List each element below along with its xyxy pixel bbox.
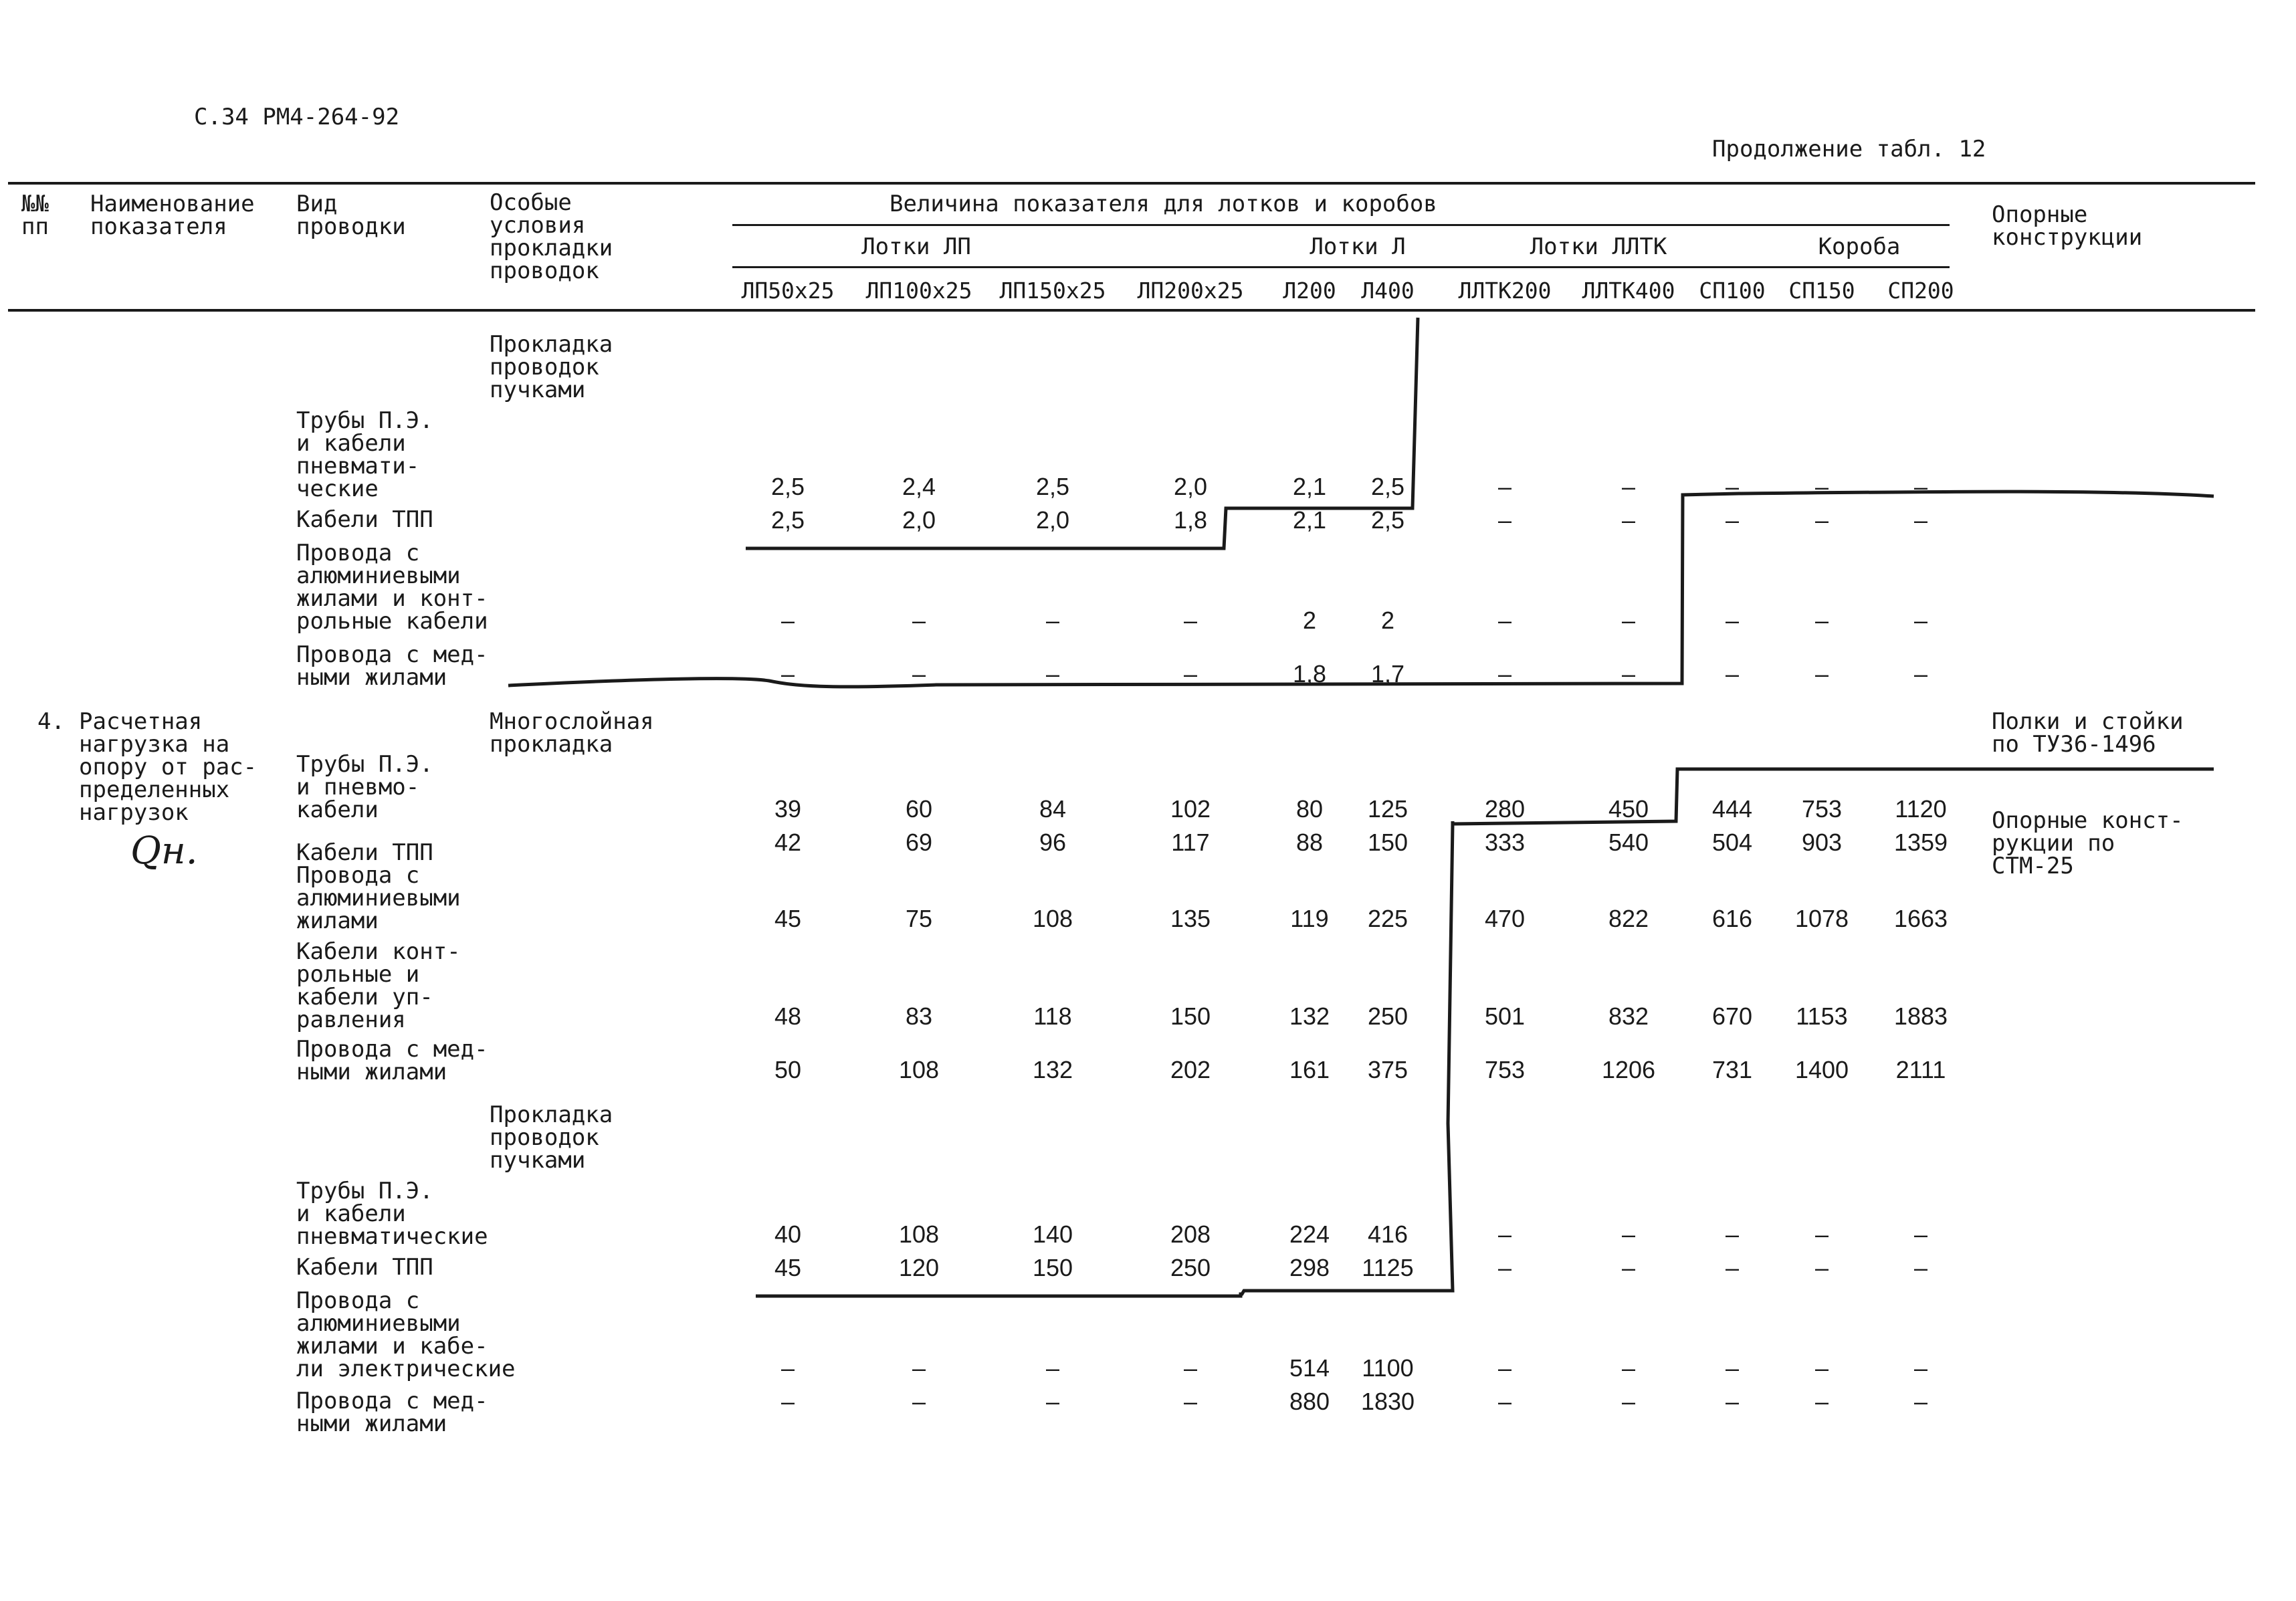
table-cell: –	[1725, 1220, 1740, 1248]
table-cell: –	[1725, 1354, 1740, 1382]
table-cell: 45	[774, 1254, 802, 1281]
table-cell: 1078	[1794, 905, 1849, 932]
table-cell: 444	[1711, 795, 1753, 823]
table-cell: –	[1814, 1254, 1829, 1281]
table-cell: 1125	[1362, 1254, 1414, 1281]
row-kind-label: Провода с мед- ными жилами	[296, 1036, 488, 1085]
table-cell: 132	[1032, 1056, 1073, 1083]
table-cell: 2,5	[1370, 473, 1405, 500]
header-subcolumn: ЛП50х25	[741, 278, 835, 304]
table-cell: –	[780, 660, 795, 687]
table-cell: 250	[1367, 1002, 1408, 1030]
table-cell: 119	[1290, 905, 1329, 932]
table-cell: 333	[1484, 829, 1526, 856]
table-cell: –	[1725, 607, 1740, 634]
header-subcolumn: СП200	[1887, 278, 1954, 304]
table-cell: 88	[1295, 829, 1324, 856]
header-col-kind: Вид проводки	[296, 191, 406, 240]
row-kind-label: Провода с алюминиевыми жилами и кабе- ли электрические	[296, 1287, 516, 1382]
table-cell: –	[1045, 1388, 1060, 1415]
table-cell: 42	[774, 829, 802, 856]
table-cell: –	[780, 607, 795, 634]
table-cell: 504	[1711, 829, 1753, 856]
header-subcolumn: СП150	[1788, 278, 1855, 304]
row-kind-label: Провода с алюминиевыми жилами и конт- рольные кабели	[296, 540, 488, 635]
table-cell: 2	[1380, 607, 1395, 634]
row-kind-label: Кабели ТПП	[296, 1254, 433, 1281]
table-cell: 135	[1170, 905, 1211, 932]
section-condition: Прокладка проводок пучками	[490, 1101, 613, 1174]
boundary-stroke-2	[508, 492, 2214, 687]
table-cell: 832	[1608, 1002, 1649, 1030]
table-cell: 202	[1170, 1056, 1211, 1083]
header-col-support: Опорные конструкции	[1992, 201, 2143, 251]
table-cell: 2,5	[1370, 506, 1405, 534]
table-cell: 280	[1484, 795, 1526, 823]
table-cell: –	[1045, 1354, 1060, 1382]
page-reference: С.34 РМ4-264-92	[194, 104, 400, 130]
table-cell: –	[1045, 660, 1060, 687]
section-condition: Многослойная прокладка	[490, 708, 654, 758]
table-cell: –	[1621, 1354, 1636, 1382]
table-cell: 1100	[1362, 1354, 1414, 1382]
table-cell: 102	[1170, 795, 1211, 823]
table-cell: –	[912, 1388, 926, 1415]
table-cell: –	[1814, 1354, 1829, 1382]
table-cell: 1153	[1796, 1002, 1848, 1030]
table-cell: –	[1621, 660, 1636, 687]
table-cell: –	[1621, 1388, 1636, 1415]
table-cell: 120	[898, 1254, 940, 1281]
table-cell: –	[1183, 607, 1198, 634]
table-cell: 84	[1039, 795, 1067, 823]
row-kind-label: Кабели ТПП	[296, 839, 433, 866]
table-cell: 224	[1289, 1220, 1330, 1248]
table-cell: 60	[905, 795, 933, 823]
header-group: Лотки ЛЛТК	[1530, 233, 1667, 260]
header-subcolumn: ЛП200х25	[1137, 278, 1244, 304]
table-cell: 2,5	[770, 473, 805, 500]
row-kind-label: Кабели конт- рольные и кабели уп- равления	[296, 938, 461, 1033]
table-cell: 2,5	[770, 506, 805, 534]
table-cell: 208	[1170, 1220, 1211, 1248]
table-cell: 416	[1367, 1220, 1408, 1248]
table-cell: 132	[1289, 1002, 1330, 1030]
table-cell: –	[1725, 660, 1740, 687]
table-cell: –	[1814, 1388, 1829, 1415]
table-cell: 670	[1711, 1002, 1753, 1030]
table-cell: 1400	[1794, 1056, 1849, 1083]
header-col-number: №№ пп	[21, 191, 49, 240]
table-continuation: Продолжение табл. 12	[1712, 136, 1986, 163]
row-kind-label: Провода с мед- ными жилами	[296, 641, 488, 691]
table-cell: 96	[1039, 829, 1067, 856]
table-cell: –	[1497, 660, 1512, 687]
header-group: Лотки ЛП	[861, 233, 971, 260]
table-cell: 753	[1484, 1056, 1526, 1083]
table-cell: 117	[1171, 829, 1210, 856]
table-cell: 1,8	[1292, 660, 1327, 687]
table-cell: 450	[1608, 795, 1649, 823]
table-cell: 1359	[1893, 829, 1948, 856]
table-cell: 150	[1170, 1002, 1211, 1030]
table-cell: –	[1183, 1388, 1198, 1415]
table-cell: 150	[1367, 829, 1408, 856]
table-cell: 1830	[1360, 1388, 1415, 1415]
table-cell: –	[1183, 1354, 1198, 1382]
header-subcolumn: Л200	[1283, 278, 1336, 304]
row-kind-label: Трубы П.Э. и кабели пневматические	[296, 1178, 488, 1250]
table-cell: 161	[1289, 1056, 1330, 1083]
section-condition: Прокладка проводок пучками	[490, 331, 613, 403]
table-cell: 731	[1711, 1056, 1753, 1083]
support-note-stm: Опорные конст- рукции по СТМ-25	[1992, 807, 2184, 879]
table-cell: –	[1913, 1220, 1928, 1248]
table-cell: 1883	[1893, 1002, 1948, 1030]
row-kind-label: Провода с алюминиевыми жилами	[296, 862, 461, 934]
row-kind-label: Провода с мед- ными жилами	[296, 1388, 488, 1437]
table-cell: 69	[905, 829, 933, 856]
table-cell: –	[1621, 473, 1636, 500]
table-cell: 250	[1170, 1254, 1211, 1281]
table-cell: –	[1497, 1220, 1512, 1248]
table-cell: 39	[774, 795, 802, 823]
handwritten-note: Qн.	[130, 829, 198, 873]
table-cell: 108	[898, 1220, 940, 1248]
table-cell: 1663	[1893, 905, 1948, 932]
table-cell: 118	[1033, 1002, 1072, 1030]
table-cell: 470	[1484, 905, 1526, 932]
table-cell: –	[1725, 1254, 1740, 1281]
table-cell: –	[1621, 1220, 1636, 1248]
table-cell: 753	[1801, 795, 1843, 823]
header-subcolumn: ЛЛТК400	[1582, 278, 1675, 304]
table-cell: 2,0	[1035, 506, 1070, 534]
table-cell: –	[1814, 1220, 1829, 1248]
row-kind-label: Трубы П.Э. и пневмо- кабели	[296, 751, 433, 823]
table-cell: 1,8	[1173, 506, 1208, 534]
table-cell: –	[1497, 506, 1512, 534]
support-note-shelves: Полки и стойки по ТУ36-1496	[1992, 708, 2184, 758]
header-subcolumn: Л400	[1361, 278, 1415, 304]
table-cell: 2111	[1895, 1056, 1946, 1083]
row-kind-label: Трубы П.Э. и кабели пневмати- ческие	[296, 407, 433, 502]
table-cell: 140	[1032, 1220, 1073, 1248]
table-cell: 540	[1608, 829, 1649, 856]
table-cell: –	[1814, 473, 1829, 500]
header-subcolumn: СП100	[1699, 278, 1766, 304]
table-cell: –	[1621, 1254, 1636, 1281]
table-cell: –	[1913, 473, 1928, 500]
table-cell: 48	[774, 1002, 802, 1030]
table-cell: 150	[1032, 1254, 1073, 1281]
table-cell: 2,1	[1292, 473, 1327, 500]
header-col-name: Наименование показателя	[90, 191, 255, 240]
table-cell: –	[1913, 607, 1928, 634]
table-cell: –	[780, 1388, 795, 1415]
table-cell: –	[1725, 1388, 1740, 1415]
header-subcolumn: ЛП100х25	[865, 278, 972, 304]
table-cell: 125	[1367, 795, 1408, 823]
table-cell: –	[1725, 473, 1740, 500]
table-cell: –	[1913, 660, 1928, 687]
table-cell: –	[1497, 473, 1512, 500]
table-cell: –	[1497, 607, 1512, 634]
table-cell: 2,1	[1292, 506, 1327, 534]
table-cell: 50	[774, 1056, 802, 1083]
row-name: Расчетная нагрузка на опору от рас- пределенных нагрузок	[79, 708, 257, 826]
table-cell: –	[1814, 506, 1829, 534]
boundary-stroke-3	[756, 769, 2214, 1296]
header-subcolumn: ЛП150х25	[999, 278, 1106, 304]
table-cell: 225	[1367, 905, 1408, 932]
row-kind-label: Кабели ТПП	[296, 506, 433, 533]
table-cell: 375	[1367, 1056, 1408, 1083]
table-cell: –	[1913, 506, 1928, 534]
table-cell: 2	[1302, 607, 1317, 634]
table-cell: –	[1913, 1354, 1928, 1382]
row-number: 4.	[37, 708, 65, 735]
table-cell: 2,4	[902, 473, 936, 500]
table-cell: –	[1497, 1254, 1512, 1281]
boundary-stroke-1	[746, 318, 1418, 548]
table-cell: –	[1621, 607, 1636, 634]
table-cell: –	[1913, 1254, 1928, 1281]
table-cell: –	[1725, 506, 1740, 534]
table-cell: 2,0	[902, 506, 936, 534]
table-cell: 108	[898, 1056, 940, 1083]
table-cell: –	[1497, 1388, 1512, 1415]
table-cell: –	[1621, 506, 1636, 534]
table-cell: –	[1814, 660, 1829, 687]
table-cell: 1,7	[1370, 660, 1405, 687]
table-cell: 514	[1289, 1354, 1330, 1382]
table-cell: –	[1913, 1388, 1928, 1415]
table-cell: 298	[1289, 1254, 1330, 1281]
header-col-conditions: Особые условия прокладки проводок	[490, 189, 613, 284]
table-cell: 2,0	[1173, 473, 1208, 500]
table-cell: –	[912, 660, 926, 687]
table-cell: 80	[1295, 795, 1324, 823]
table-cell: 108	[1032, 905, 1073, 932]
header-subcolumn: ЛЛТК200	[1458, 278, 1552, 304]
table-cell: 1120	[1895, 795, 1947, 823]
table-cell: 45	[774, 905, 802, 932]
table-cell: 880	[1289, 1388, 1330, 1415]
table-cell: –	[912, 1354, 926, 1382]
table-cell: 83	[905, 1002, 933, 1030]
table-cell: 501	[1484, 1002, 1526, 1030]
table-cell: 2,5	[1035, 473, 1070, 500]
table-cell: 616	[1711, 905, 1753, 932]
table-cell: 822	[1608, 905, 1649, 932]
table-cell: 1206	[1601, 1056, 1656, 1083]
header-col-value: Величина показателя для лотков и коробов	[890, 191, 1437, 217]
table-cell: 40	[774, 1220, 802, 1248]
table-cell: –	[1497, 1354, 1512, 1382]
table-cell: –	[1183, 660, 1198, 687]
table-cell: 75	[905, 905, 933, 932]
table-cell: –	[1045, 607, 1060, 634]
table-cell: –	[912, 607, 926, 634]
table-cell: –	[780, 1354, 795, 1382]
header-group: Короба	[1818, 233, 1901, 260]
table-cell: 903	[1801, 829, 1843, 856]
header-group: Лотки Л	[1310, 233, 1406, 260]
table-cell: –	[1814, 607, 1829, 634]
